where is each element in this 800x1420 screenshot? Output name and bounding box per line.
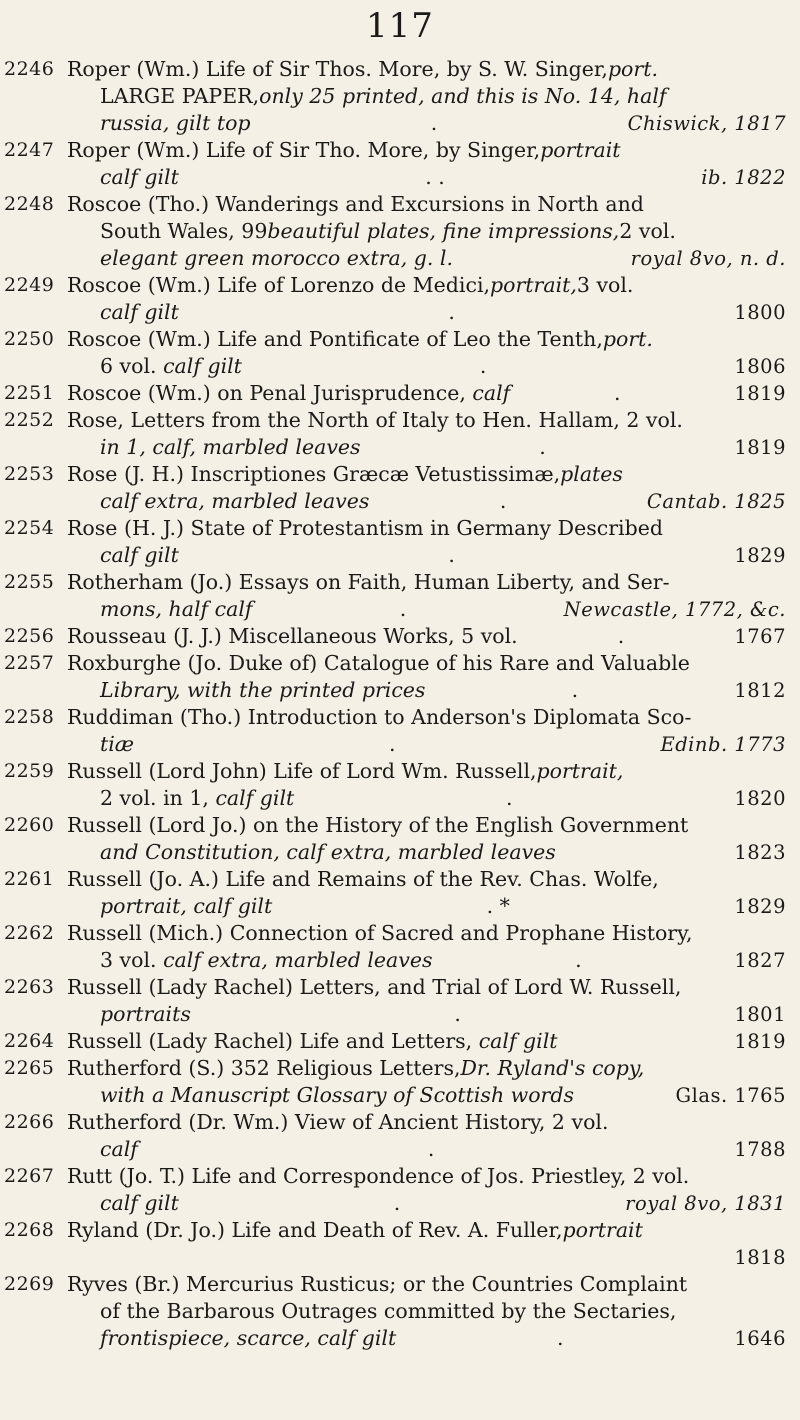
catalogue-entry: [0, 272, 800, 326]
entry-line: [67, 974, 786, 1001]
entry-text: Rotherham (Jo.) Essays on Faith, Human Liberty, and Ser-: [67, 570, 670, 594]
entry-leader: .: [430, 111, 438, 135]
entry-imprint: Newcastle, 1772, &c.: [563, 598, 786, 621]
entry-leader: .: [571, 678, 579, 702]
entry-number: 2254: [4, 517, 55, 539]
entry-line: [67, 56, 786, 83]
entry-binding: 6 vol. calf gilt: [100, 354, 242, 378]
entry-line: [67, 218, 786, 245]
entry-leader: .: [479, 354, 487, 378]
entry-binding: in 1, calf, marbled leaves: [100, 435, 361, 459]
entry-line: [67, 245, 786, 272]
catalogue-entry: [0, 407, 800, 461]
entry-leader: . *: [486, 894, 510, 918]
catalogue-entry: [0, 758, 800, 812]
entry-binding: calf gilt: [100, 165, 179, 189]
entry-text-italic: beautiful plates, fine impressions,: [267, 219, 620, 243]
catalogue-entry: [0, 461, 800, 515]
entry-binding: calf extra, marbled leaves: [100, 489, 370, 513]
entry-line: [67, 947, 786, 974]
entry-line: [67, 1190, 786, 1217]
entry-number: 2248: [4, 193, 55, 215]
entry-line: [67, 164, 786, 191]
entry-text: Russell (Lady Rachel) Letters, and Trial of Lord W. Russell,: [67, 975, 682, 999]
catalogue-entry: [0, 326, 800, 380]
entry-text-after: 3 vol.: [576, 273, 634, 297]
entry-line: [67, 677, 786, 704]
entry-number: 2259: [4, 760, 55, 782]
entry-number: 2247: [4, 139, 55, 161]
entry-binding: elegant green morocco extra, g. l.: [100, 246, 453, 270]
catalogue-entry: [0, 380, 800, 407]
entry-line: [67, 1163, 786, 1190]
entry-imprint: royal 8vo, n. d.: [630, 247, 786, 270]
entry-text-italic: portrait,: [536, 759, 624, 783]
entry-imprint: Edinb. 1773: [660, 733, 786, 756]
catalogue-entry: [0, 650, 800, 704]
entry-binding: Russell (Lady Rachel) Life and Letters, calf gilt: [67, 1029, 558, 1053]
entry-imprint: 1827: [734, 949, 786, 972]
entry-text-italic: plates: [560, 462, 623, 486]
entry-leader: .: [575, 948, 582, 972]
entry-number: 2249: [4, 274, 55, 296]
entry-imprint: 1812: [734, 679, 786, 702]
entry-leader: . .: [425, 165, 445, 189]
entry-line: [67, 83, 786, 110]
entry-line: [67, 785, 786, 812]
entry-imprint: 1806: [734, 355, 786, 378]
entry-number: 2246: [4, 58, 55, 80]
entry-imprint: 1820: [734, 787, 786, 810]
entry-line: [67, 407, 786, 434]
entry-line: [67, 299, 786, 326]
entry-number: 2263: [4, 976, 55, 998]
entry-line: [67, 461, 786, 488]
entry-binding: portrait, calf gilt: [100, 894, 273, 918]
entry-binding: tiæ: [100, 732, 135, 756]
entry-text: Roscoe (Wm.) Life of Lorenzo de Medici,: [67, 273, 491, 297]
entry-text: Russell (Lord John) Life of Lord Wm. Russell,: [67, 759, 537, 783]
entry-line: [67, 272, 786, 299]
entry-imprint: 1818: [734, 1246, 786, 1269]
entry-text: South Wales, 99: [100, 219, 268, 243]
entry-number: 2256: [4, 625, 55, 647]
entry-leader: .: [427, 1137, 435, 1161]
catalogue-entry: [0, 1028, 800, 1055]
entry-text: Russell (Jo. A.) Life and Remains of the Rev. Chas. Wolfe,: [67, 867, 659, 891]
entry-line: [67, 1028, 786, 1055]
catalogue-entry: [0, 1217, 800, 1271]
entry-number: 2267: [4, 1165, 55, 1187]
entry-binding: calf gilt: [100, 543, 179, 567]
entry-imprint: ib. 1822: [701, 166, 786, 189]
entry-text: Rutt (Jo. T.) Life and Correspondence of Jos. Priestley, 2 vol.: [67, 1164, 690, 1188]
entry-line: [67, 569, 786, 596]
entry-binding: and Constitution, calf extra, marbled leaves: [100, 840, 556, 864]
entry-text: Russell (Mich.) Connection of Sacred and Prophane History,: [67, 921, 693, 945]
entry-line: [67, 326, 786, 353]
entry-number: 2268: [4, 1219, 55, 1241]
entry-text: LARGE PAPER,: [100, 84, 260, 108]
catalogue-entry: [0, 1271, 800, 1352]
entry-text-italic: portrait,: [490, 273, 577, 297]
entry-line: [67, 920, 786, 947]
entry-line: [67, 380, 786, 407]
entry-line: [67, 866, 786, 893]
entry-number: 2260: [4, 814, 55, 836]
entry-text-italic: Dr. Ryland's copy,: [460, 1056, 645, 1080]
entry-imprint: 1819: [734, 1030, 786, 1053]
entry-leader: .: [617, 624, 625, 648]
entry-number: 2251: [4, 382, 55, 404]
entry-text: Ryland (Dr. Jo.) Life and Death of Rev. A. Fuller,: [67, 1218, 563, 1242]
entry-text: Roper (Wm.) Life of Sir Thos. More, by S. W. Singer,: [67, 57, 608, 81]
entry-text: Rose, Letters from the North of Italy to Hen. Hallam, 2 vol.: [67, 408, 683, 432]
entry-text-italic: port.: [602, 327, 653, 351]
entry-text-italic: only 25 printed, and this is No. 14, half: [259, 84, 667, 108]
entry-text: Rutherford (S.) 352 Religious Letters,: [67, 1056, 461, 1080]
entry-imprint: Chiswick, 1817: [627, 112, 786, 135]
entry-line: [67, 731, 786, 758]
entry-imprint: 1829: [734, 544, 786, 567]
entry-text-after: Glas. 1765: [675, 1084, 786, 1107]
entry-line: [67, 839, 786, 866]
entry-imprint: 1819: [734, 436, 786, 459]
entry-binding: Library, with the printed prices: [100, 678, 426, 702]
entry-line: [67, 893, 786, 920]
catalogue-entry: [0, 1163, 800, 1217]
entry-line: [67, 353, 786, 380]
entry-leader: .: [448, 543, 455, 567]
entry-text: Russell (Lord Jo.) on the History of the English Government: [67, 813, 689, 837]
entry-number: 2264: [4, 1030, 55, 1052]
entry-imprint: 1829: [734, 895, 786, 918]
entry-number: 2258: [4, 706, 55, 728]
entry-number: 2255: [4, 571, 55, 593]
entry-line: [67, 1055, 786, 1082]
catalogue-entry: [0, 137, 800, 191]
entry-binding: Rousseau (J. J.) Miscellaneous Works, 5 vol.: [67, 624, 518, 648]
entry-binding: frontispiece, scarce, calf gilt: [100, 1326, 397, 1350]
entry-line: [67, 110, 786, 137]
entry-text: Rutherford (Dr. Wm.) View of Ancient History, 2 vol.: [67, 1110, 609, 1134]
entry-binding: mons, half calf: [100, 597, 253, 621]
catalogue-entry: [0, 1055, 800, 1109]
entry-text: Ruddiman (Tho.) Introduction to Anderson's Diplomata Sco-: [67, 705, 692, 729]
entry-binding: russia, gilt top: [100, 111, 251, 135]
entry-binding: 3 vol. calf extra, marbled leaves: [100, 948, 433, 972]
entry-text: Ryves (Br.) Mercurius Rusticus; or the Countries Complaint: [67, 1272, 688, 1296]
entry-binding: 2 vol. in 1, calf gilt: [100, 786, 295, 810]
entry-text-italic: portrait: [562, 1218, 643, 1242]
catalogue-entry: [0, 515, 800, 569]
catalogue-entry: [0, 191, 800, 272]
entry-line: [67, 1001, 786, 1028]
entry-line: [67, 623, 786, 650]
catalogue-entry: [0, 623, 800, 650]
catalogue-entry: [0, 704, 800, 758]
entry-text: of the Barbarous Outrages committed by the Sectaries,: [100, 1299, 677, 1323]
entry-line: [67, 1298, 786, 1325]
entry-number: 2269: [4, 1273, 55, 1295]
entry-line: [67, 515, 786, 542]
entry-line: [67, 704, 786, 731]
entry-binding: calf gilt: [100, 1191, 179, 1215]
entry-number: 2253: [4, 463, 55, 485]
entry-line: [67, 1109, 786, 1136]
entry-binding: Roscoe (Wm.) on Penal Jurisprudence, calf: [67, 381, 511, 405]
catalogue-entry: [0, 1109, 800, 1163]
entry-line: [67, 137, 786, 164]
entry-number: 2257: [4, 652, 55, 674]
entry-number: 2250: [4, 328, 55, 350]
entry-binding: portraits: [100, 1002, 191, 1026]
entry-text-after: 2 vol.: [619, 219, 676, 243]
entry-line: [67, 434, 786, 461]
entry-number: 2266: [4, 1111, 55, 1133]
entry-imprint: 1646: [734, 1327, 786, 1350]
entry-text: Roscoe (Tho.) Wanderings and Excursions in North and: [67, 192, 644, 216]
entry-leader: .: [389, 732, 396, 756]
entry-text: Roper (Wm.) Life of Sir Tho. More, by Singer,: [67, 138, 541, 162]
entry-imprint: 1801: [734, 1003, 786, 1026]
entry-imprint: 1823: [734, 841, 786, 864]
catalogue-entry: [0, 812, 800, 866]
catalogue-entry: [0, 866, 800, 920]
catalogue-entry: [0, 974, 800, 1028]
catalogue-entries: [0, 56, 800, 1352]
entry-binding: calf gilt: [100, 300, 179, 324]
entry-line: [67, 650, 786, 677]
entry-leader: .: [539, 435, 546, 459]
catalogue-entry: [0, 56, 800, 137]
entry-leader: .: [499, 489, 507, 513]
entry-line: [67, 1082, 786, 1109]
entry-imprint: Cantab. 1825: [646, 490, 786, 513]
entry-imprint: 1819: [734, 382, 786, 405]
entry-leader: .: [557, 1326, 564, 1350]
entry-number: 2262: [4, 922, 55, 944]
entry-line: [67, 1244, 786, 1271]
entry-number: 2261: [4, 868, 55, 890]
entry-leader: .: [448, 300, 455, 324]
entry-imprint: 1788: [734, 1138, 786, 1161]
entry-leader: .: [614, 381, 621, 405]
entry-imprint: royal 8vo, 1831: [625, 1192, 786, 1215]
entry-line: [67, 1325, 786, 1352]
entry-line: [67, 596, 786, 623]
entry-imprint: 1767: [734, 625, 786, 648]
entry-text: Roscoe (Wm.) Life and Pontificate of Leo the Tenth,: [67, 327, 603, 351]
entry-imprint: 1800: [734, 301, 786, 324]
catalogue-entry: [0, 920, 800, 974]
entry-text: Roxburghe (Jo. Duke of) Catalogue of his Rare and Valuable: [67, 651, 690, 675]
entry-leader: .: [399, 597, 407, 621]
entry-line: [67, 542, 786, 569]
entry-number: 2252: [4, 409, 55, 431]
entry-leader: .: [393, 1191, 401, 1215]
entry-line: [67, 812, 786, 839]
entry-line: [67, 191, 786, 218]
entry-text-italic: with a Manuscript Glossary of Scottish words: [100, 1083, 575, 1107]
entry-binding: calf: [100, 1137, 138, 1161]
entry-leader: .: [454, 1002, 461, 1026]
entry-text: Rose (H. J.) State of Protestantism in Germany Described: [67, 516, 663, 540]
entry-line: [67, 1271, 786, 1298]
entry-leader: .: [506, 786, 513, 810]
page-number: 117: [366, 6, 434, 46]
entry-text-italic: port.: [607, 57, 658, 81]
entry-line: [67, 1136, 786, 1163]
entry-text: Rose (J. H.) Inscriptiones Græcæ Vetustissimæ,: [67, 462, 561, 486]
entry-text-italic: portrait: [540, 138, 621, 162]
catalogue-entry: [0, 569, 800, 623]
entry-line: [67, 488, 786, 515]
entry-line: [67, 758, 786, 785]
entry-number: 2265: [4, 1057, 55, 1079]
entry-line: [67, 1217, 786, 1244]
